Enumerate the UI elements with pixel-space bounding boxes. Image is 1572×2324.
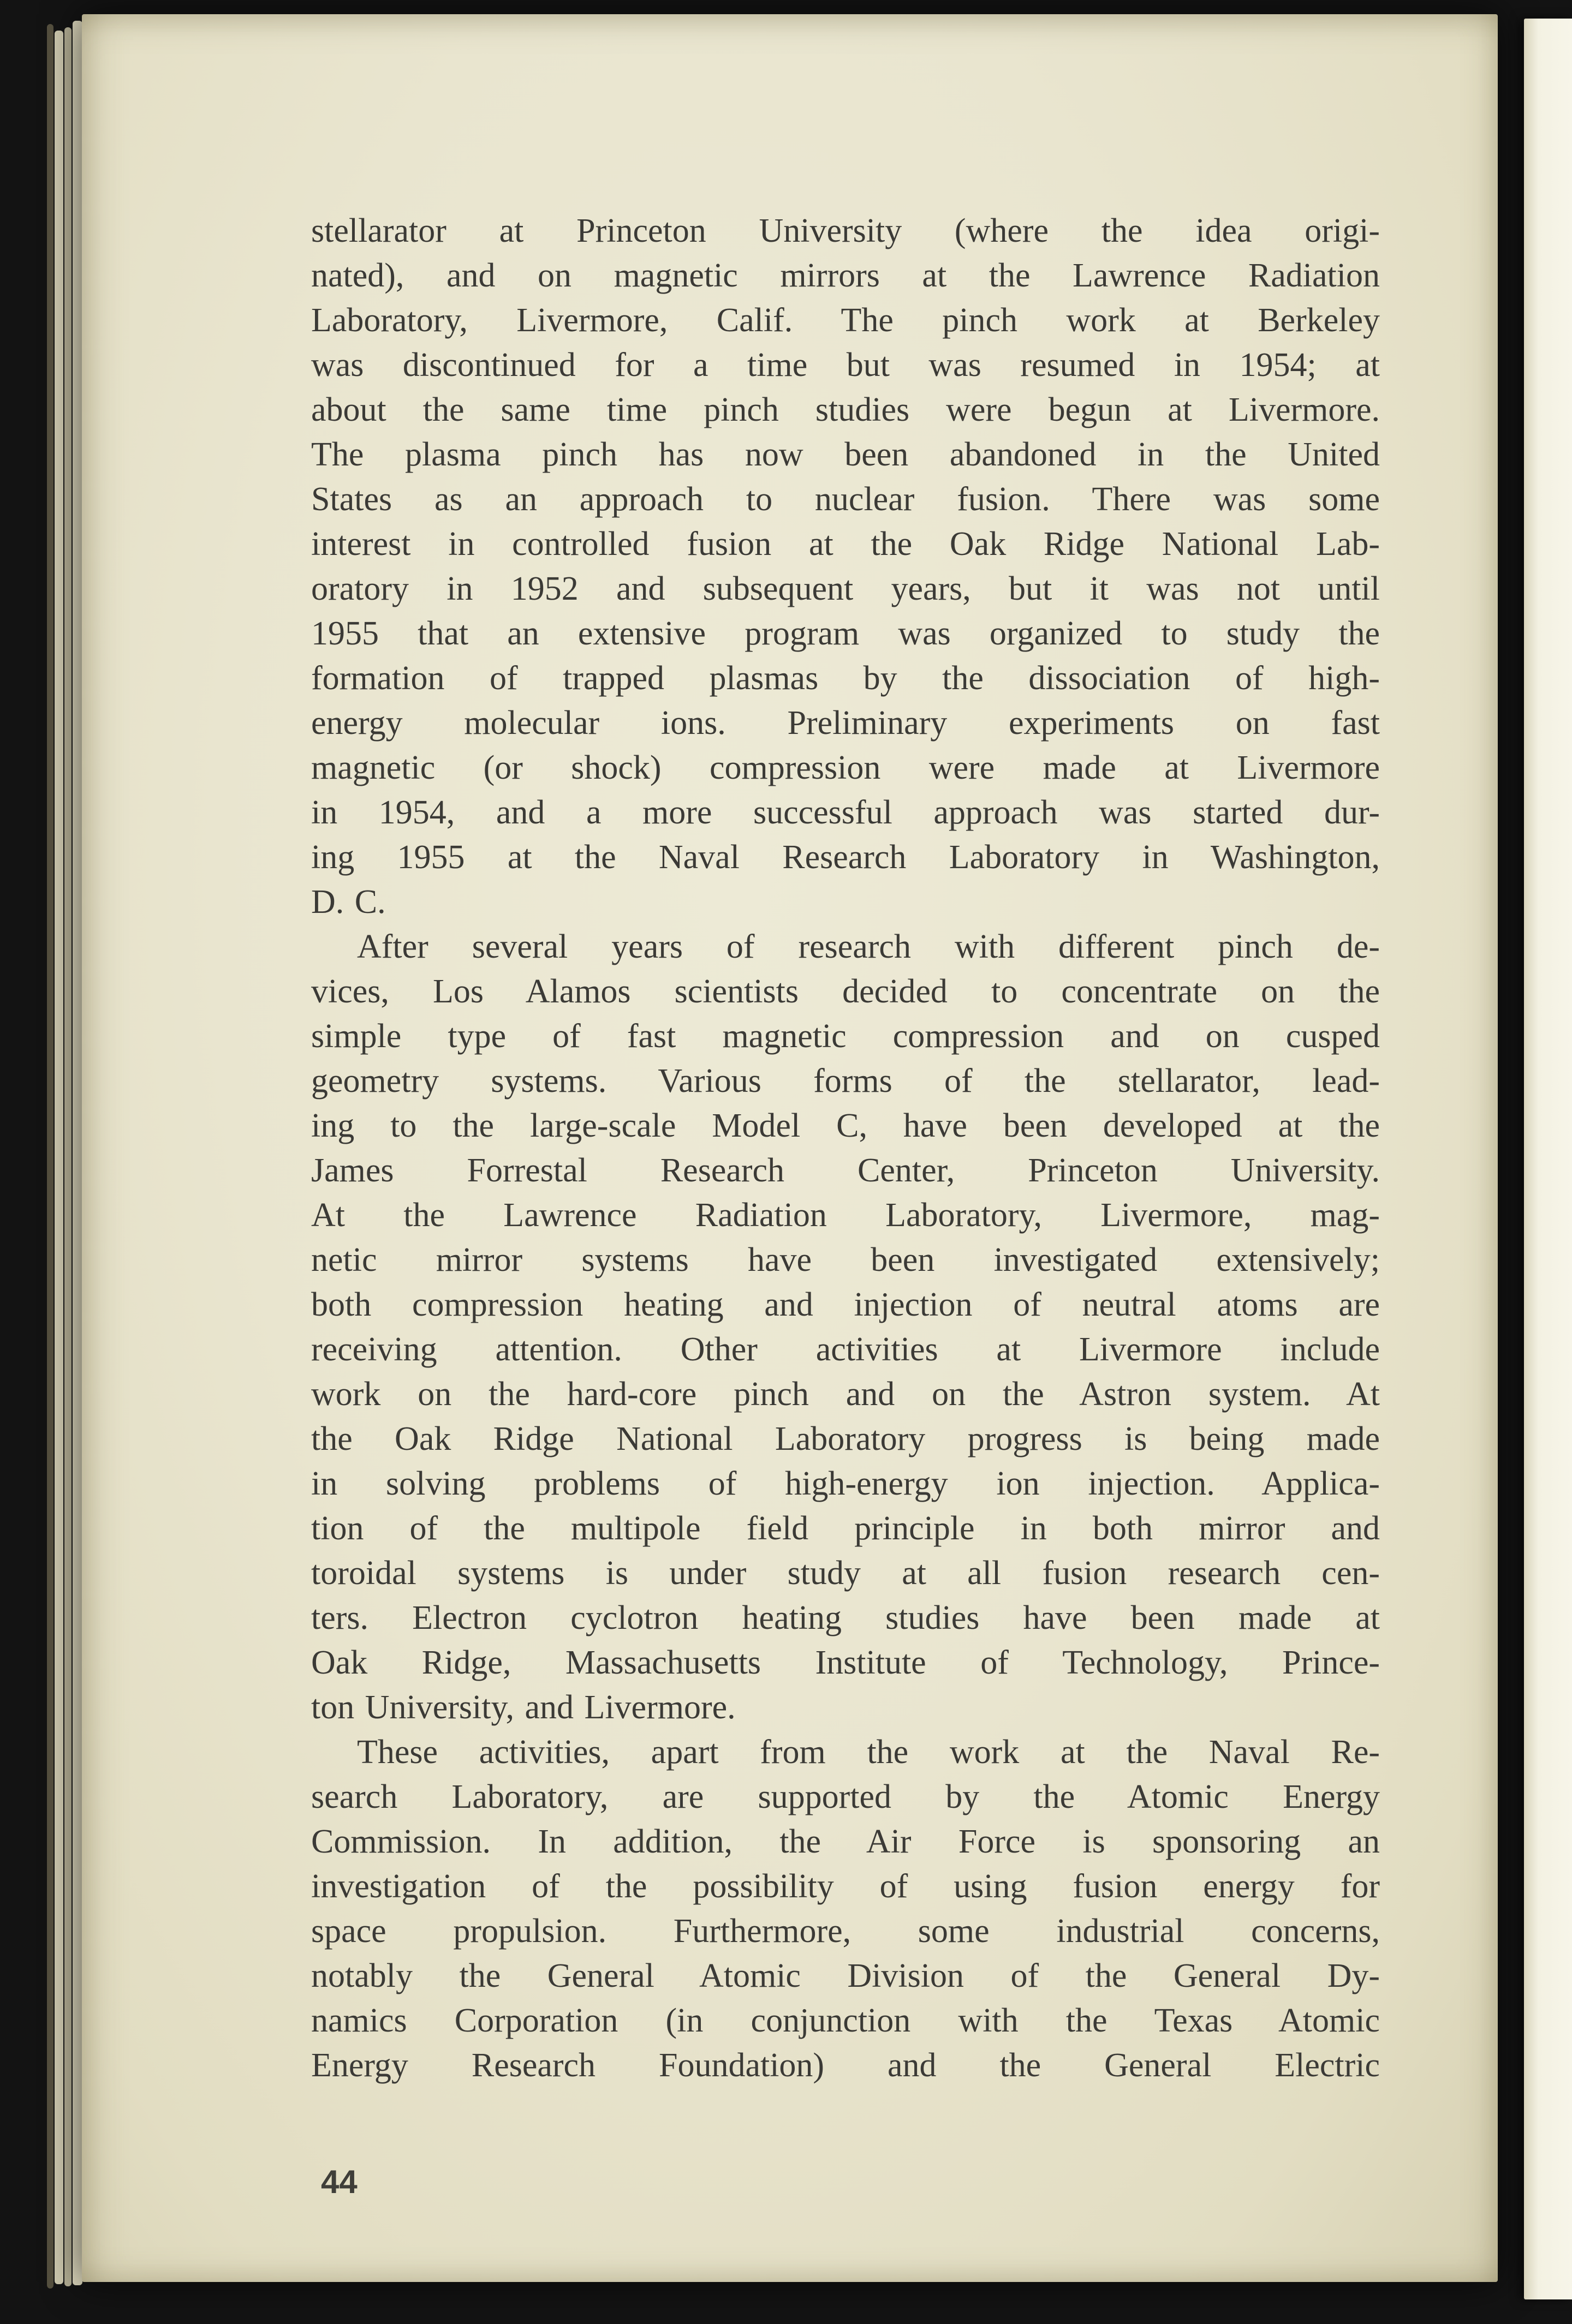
text-line: energy molecular ions. Preliminary experiments on fast <box>311 704 1380 742</box>
page-stack-edge <box>55 31 63 2284</box>
text-line: stellarator at Princeton University (where the idea origi- <box>311 212 1380 249</box>
text-line: Commission. In addition, the Air Force is sponsoring an <box>311 1823 1380 1860</box>
text-line: investigation of the possibility of using fusion energy for <box>311 1868 1380 1905</box>
text-line: After several years of research with different pinch de- <box>357 928 1380 965</box>
page-text <box>311 208 1380 2088</box>
text-line: Oak Ridge, Massachusetts Institute of Technology, Prince- <box>311 1644 1380 1681</box>
text-line: notably the General Atomic Division of the General Dy- <box>311 1957 1380 1994</box>
page-stack-edge <box>47 24 53 2289</box>
text-line: formation of trapped plasmas by the dissociation of high- <box>311 660 1380 697</box>
text-line: both compression heating and injection of neutral atoms are <box>311 1286 1380 1323</box>
text-line: James Forrestal Research Center, Princeton University. <box>311 1152 1380 1189</box>
text-line: interest in controlled fusion at the Oak Ridge National Lab- <box>311 525 1380 563</box>
text-line: simple type of fast magnetic compression and on cusped <box>311 1018 1380 1055</box>
text-line: space propulsion. Furthermore, some industrial concerns, <box>311 1913 1380 1950</box>
page-number: 44 <box>321 2164 358 2200</box>
text-line: search Laboratory, are supported by the Atomic Energy <box>311 1778 1380 1815</box>
text-line: oratory in 1952 and subsequent years, but it was not until <box>311 570 1380 607</box>
text-line: States as an approach to nuclear fusion. There was some <box>311 481 1380 518</box>
paragraph <box>311 1730 1380 2088</box>
paragraph <box>311 924 1380 1730</box>
text-line: about the same time pinch studies were begun at Livermore. <box>311 391 1380 428</box>
text-line: ing 1955 at the Naval Research Laboratory in Washington, <box>311 839 1380 876</box>
text-line: magnetic (or shock) compression were made at Livermore <box>311 749 1380 786</box>
text-line: Energy Research Foundation) and the General Electric <box>311 2047 1380 2084</box>
book-page <box>82 14 1498 2282</box>
page-stack-edge <box>64 27 72 2286</box>
text-line: in solving problems of high-energy ion injection. Applica- <box>311 1465 1380 1502</box>
text-line: ters. Electron cyclotron heating studies have been made at <box>311 1599 1380 1636</box>
paragraph <box>311 208 1380 924</box>
text-line: nated), and on magnetic mirrors at the Lawrence Radiation <box>311 257 1380 294</box>
page-stack-edge <box>73 21 82 2285</box>
text-line: vices, Los Alamos scientists decided to concentrate on the <box>311 973 1380 1010</box>
text-line: work on the hard-core pinch and on the Astron system. At <box>311 1376 1380 1413</box>
text-line: D. C. <box>311 883 386 921</box>
text-line: These activities, apart from the work at the Naval Re- <box>357 1734 1380 1771</box>
text-line: At the Lawrence Radiation Laboratory, Livermore, mag- <box>311 1197 1380 1234</box>
text-line: in 1954, and a more successful approach was started dur- <box>311 794 1380 831</box>
text-line: namics Corporation (in conjunction with the Texas Atomic <box>311 2002 1380 2039</box>
text-line: was discontinued for a time but was resumed in 1954; at <box>311 346 1380 384</box>
text-line: 1955 that an extensive program was organized to study the <box>311 615 1380 652</box>
text-line: ton University, and Livermore. <box>311 1689 736 1726</box>
text-line: toroidal systems is under study at all fusion research cen- <box>311 1555 1380 1592</box>
text-line: netic mirror systems have been investigated extensively; <box>311 1241 1380 1279</box>
text-line: the Oak Ridge National Laboratory progress is being made <box>311 1420 1380 1457</box>
text-line: tion of the multipole field principle in both mirror and <box>311 1510 1380 1547</box>
text-line: The plasma pinch has now been abandoned in the United <box>311 436 1380 473</box>
text-line: ing to the large-scale Model C, have been developed at the <box>311 1107 1380 1144</box>
text-line: receiving attention. Other activities at Livermore include <box>311 1331 1380 1368</box>
text-line: Laboratory, Livermore, Calif. The pinch work at Berkeley <box>311 302 1380 339</box>
text-line: geometry systems. Various forms of the stellarator, lead- <box>311 1062 1380 1100</box>
facing-page-edge <box>1524 19 1572 2299</box>
